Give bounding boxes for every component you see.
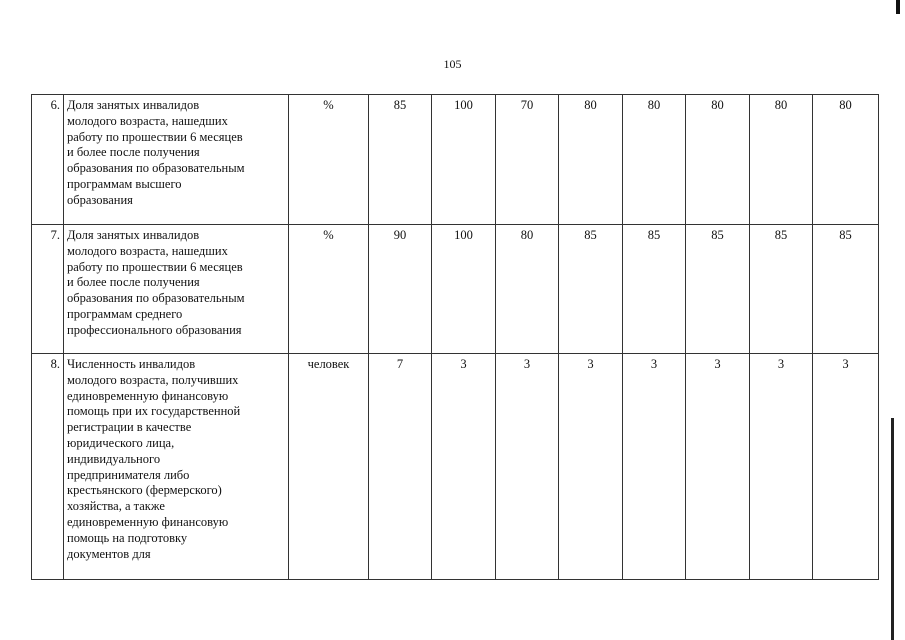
row-number: 6. [32,95,64,225]
value-cell: 80 [496,225,559,354]
description-line: индивидуального [67,451,161,466]
value-cell: 80 [750,95,813,225]
value-cell: 100 [432,95,496,225]
description-line: молодого возраста, нашедших [67,243,228,258]
value-cell: 70 [496,95,559,225]
value-cell: 80 [813,95,879,225]
description-line: Доля занятых инвалидов [67,98,200,112]
value-cell: 80 [686,95,750,225]
value-cell: 3 [559,354,623,580]
page-number: 105 [443,57,462,71]
description-line: единовременную финансовую [67,514,229,529]
description-line: регистрации в качестве [67,420,192,435]
description-line: работу по прошествии 6 месяцев [67,129,243,144]
description-line: помощь на подготовку [67,530,188,545]
description-line: крестьянского (фермерского) [67,483,222,498]
indicator-description [64,95,289,225]
value-cell: 3 [623,354,686,580]
description-line: Численность инвалидов [67,357,196,371]
description-line: предпринимателя либо [67,467,190,482]
unit-cell: % [289,225,369,354]
indicator-description [64,225,289,354]
scan-edge-mark [891,418,894,640]
value-cell: 80 [623,95,686,225]
description-line: образования по образовательным [67,291,245,306]
scan-edge-mark [896,0,900,14]
description-line: образования по образовательным [67,161,245,176]
description-line: и более после получения [67,275,200,290]
row-number: 8. [32,354,64,580]
unit-cell: % [289,95,369,225]
description-line: программам высшего [67,176,182,191]
description-line: молодого возраста, получивших [67,372,239,387]
value-cell: 3 [496,354,559,580]
description-line: помощь при их государственной [67,404,241,419]
description-line: единовременную финансовую [67,388,229,403]
value-cell: 85 [813,225,879,354]
description-line: профессионального образования [67,322,242,337]
unit-cell: человек [289,354,369,580]
description-line: молодого возраста, нашедших [67,113,228,128]
value-cell: 3 [686,354,750,580]
value-cell: 80 [559,95,623,225]
description-line: программам среднего [67,306,183,321]
value-cell: 85 [559,225,623,354]
indicator-description [64,354,289,580]
value-cell: 3 [432,354,496,580]
description-line: юридического лица, [67,435,175,450]
table-row [32,354,879,580]
value-cell: 3 [813,354,879,580]
description-line: документов для [67,546,151,561]
table-row [32,225,879,354]
description-line: образования [67,192,133,207]
value-cell: 85 [623,225,686,354]
indicator-table [31,94,879,580]
description-line: и более после получения [67,145,200,160]
description-line: Доля занятых инвалидов [67,228,200,242]
description-line: хозяйства, а также [67,499,165,514]
value-cell: 85 [750,225,813,354]
value-cell: 7 [369,354,432,580]
row-number: 7. [32,225,64,354]
value-cell: 85 [686,225,750,354]
table-row [32,95,879,225]
value-cell: 85 [369,95,432,225]
value-cell: 3 [750,354,813,580]
value-cell: 90 [369,225,432,354]
description-line: работу по прошествии 6 месяцев [67,259,243,274]
value-cell: 100 [432,225,496,354]
